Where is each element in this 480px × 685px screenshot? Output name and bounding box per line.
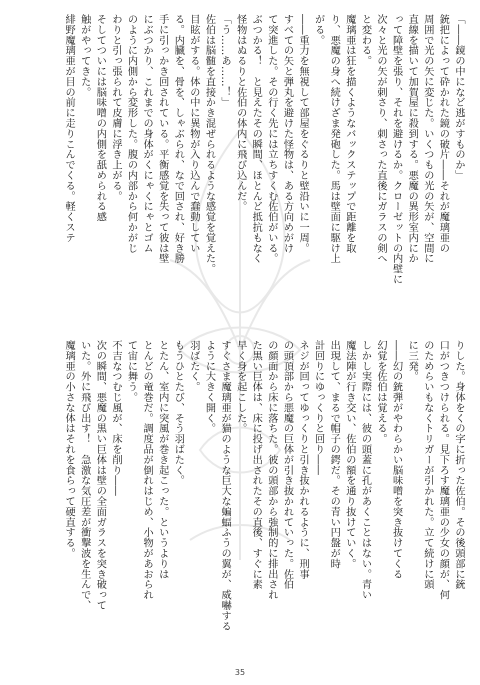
top-tier-text: 「――鏡の中になど逃がすものか」 銃把によって砕かれた鏡の破片――それが魔璃亜の 周囲で光の矢に変じた。いくつもの光の矢が、空間に 直線を描いて加賀屋に殺到する。悪魔の異形室内にか って障壁を張り、それを避けるか。クローゼットの内壁に 次々と光の矢が刺さり、刺さった直後にガラスの剣へ と変わる。 魔璃亜は狂を描くようなバックステップで距離を取 り、悪魔の身へ続けざま発砲した。馬は壁面に駆け上 がる。 ――重力を無視して部屋をぐるりと壁沿いに一周。 すべての矢と弾丸を避けた怪物は、ある方向めがけ て突進した。その行く先には立ちすくむ佐伯がいる。 ぶつかる！ と見えたその瞬間、ほとんど抵抗もなく 怪物はぬるりと佐伯の体内に飛び込んだ。 「う……あ……！」 佐伯は脳髄を直接かき混ぜられるような感覚を覚えた。 目眩がする。体の中に異物が入り込んで蠢動してい る。内臓を、骨を、しゃぶられ、なで回され、好き勝 手に引っかき回されている。平衡感覚を失って彼は壁 にぶつかり、これまでの身体がくにゃくにゃとゴム のように内側から変形した。腹の内部から何かがじ わりと引っ張られて皮膚に浮き上がる。 そしてついには脳味噌の内側を舐められる感 触がやってきた。 緋野魔璃亜が目の前に走りこんでくる。軽くステ <box>63 14 464 285</box>
bottom-tier-text: りした。身体をくの字に折った佐伯。その後頭部に銃 口がつきつけられる。見下ろす魔璃亜の少女の顔が、何 のためらいもなくトリガーが引かれた。立て続けに頭 に三発。 ――幻の銃弾がやわらかい脳味噌を突き抜けてくる 幻覚を佐伯は覚える。 しかし実際には、彼の頭蓋に孔があくことはない。青い 魔法陣が行き交い、佐伯の額を通り抜けていく。 出現して、まるで帽子の鍔だ。その青い円盤が時 計回りにゆっくりと回り―― ネジが回ってゆっくりと引き抜かれるように、刑事 の頭頂部から悪魔の巨体が引き抜かれていった。佐伯 の顔面から床に落ちた。彼の頭部から強制的に排出され た黒い巨体は、床に投げ出されたその直後、すぐに素 早く身を起こした。 すぐさま魔璃亜が猫のような巨大な蝙蝠ふうの翼が、威嚇する ように大きく開く。 羽ばたく。 もうひとたび、そう羽ばたく。 とたん、室内に突風が巻き起こった。というよりは とんどの竜巻だ。調度品が倒れはじめ、小物があおられ て宙に舞う。 不吉なつむじ風が、床を削り―― 次の瞬間、悪魔の黒い巨体は壁の全面ガラスを突き破って いた。外に飛び出す！ 急激な気圧差が衝撃波を生んで、 魔璃亜の小さな体はそれを食らって硬直する。 <box>63 340 464 632</box>
page-number: 35 <box>234 668 246 677</box>
